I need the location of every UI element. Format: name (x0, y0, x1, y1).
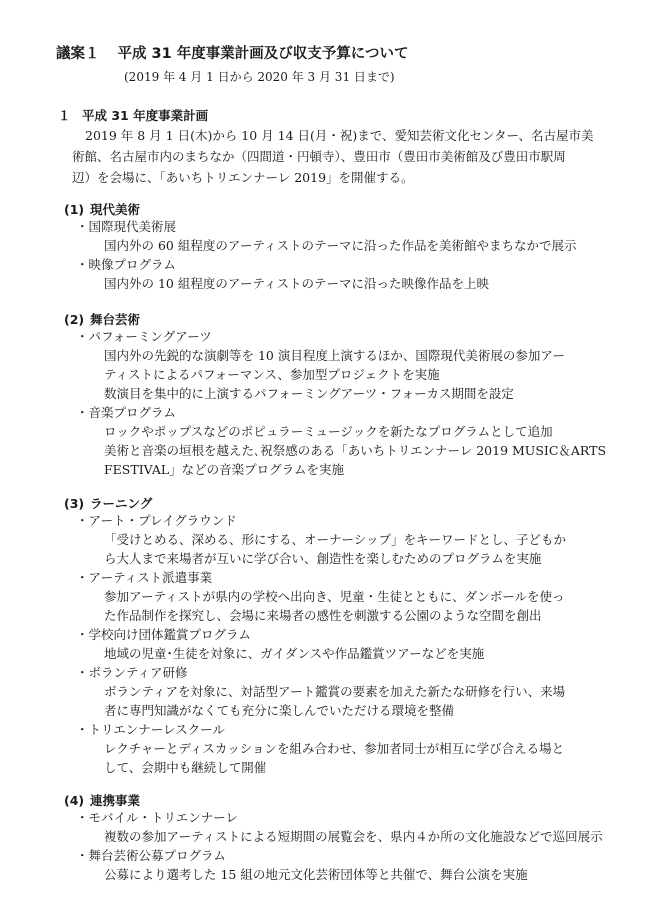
list-item (76, 255, 606, 293)
description-line: 「受けとめる、深める、形にする、オーナーシップ」をキーワードとし、子どもか (104, 532, 567, 547)
description-line: 美術と音楽の垣根を越えた､祝祭感のある「あいちトリエンナーレ 2019 MUSIC＆ARTS (104, 443, 607, 458)
list-item (76, 625, 606, 663)
description-line: 国内外の 10 組程度のアーティストのテーマに沿った映像作品を上映 (104, 276, 489, 291)
fiscal-period: (2019 年 4 月 1 日から 2020 年 3 月 31 日まで) (124, 70, 395, 84)
section-number: １ (58, 108, 71, 123)
item-description (76, 739, 606, 777)
item-description (76, 587, 606, 625)
item-title: ・映像プログラム (76, 257, 176, 272)
description-line: ティストによるパフォーマンス、参加型プロジェクトを実施 (104, 367, 440, 382)
item-title: ・アート・プレイグラウンド (76, 513, 237, 528)
item-title: ・ボランティア研修 (76, 665, 188, 680)
item-description (76, 530, 606, 568)
item-description (76, 236, 606, 255)
item-title: ・学校向け団体鑑賞プログラム (76, 627, 251, 642)
agenda-title-text: 平成 31 年度事業計画及び収支予算について (117, 46, 409, 62)
description-line: 国内外の 60 組程度のアーティストのテーマに沿った作品を美術館やまちなかで展示 (104, 238, 577, 253)
subsection-title: 現代美術 (90, 202, 141, 217)
item-description (76, 346, 606, 403)
list-item (76, 568, 606, 625)
list-item (76, 846, 606, 884)
description-line: 数演目を集中的に上演するパフォーミングアーツ・フォーカス期間を設定 (104, 386, 514, 401)
subsection-heading-contemporary-art (64, 200, 140, 218)
subsection-heading-partnership (64, 791, 140, 809)
list-item (76, 327, 606, 403)
list-item (76, 720, 606, 777)
item-description (76, 827, 606, 846)
description-line: た作品制作を探究し、会場に来場者の感性を刺激する公園のような空間を創出 (104, 608, 542, 623)
list-item (76, 511, 606, 568)
list-item (76, 663, 606, 720)
item-title: ・アーティスト派遣事業 (76, 570, 213, 585)
list-item (76, 403, 606, 479)
item-title: ・トリエンナーレスクール (76, 722, 225, 737)
subsection-number: (1) (64, 202, 85, 217)
description-line: ボランティアを対象に、対話型アート鑑賞の要素を加えた新たな研修を行い、来場 (104, 684, 566, 699)
description-line: レクチャーとディスカッションを組み合わせ、参加者同士が相互に学び合える場と (104, 741, 565, 756)
item-description (76, 865, 606, 884)
subsection-number: (4) (64, 793, 85, 808)
item-description (76, 644, 606, 663)
subsection-items (76, 327, 606, 479)
item-title: ・音楽プログラム (76, 405, 176, 420)
item-title: ・モバイル・トリエンナーレ (76, 810, 239, 825)
intro-line: 2019 年 8 月 1 日(木)から 10 月 14 日(月・祝)まで、愛知芸術文化センター、名古屋市美 (85, 128, 594, 143)
subsection-number: (3) (64, 496, 85, 511)
intro-line: 辺）を会場に、「あいちトリエンナーレ 2019」を開催する。 (72, 170, 414, 185)
subsection-heading-learning (64, 494, 152, 512)
description-line: 参加アーティストが県内の学校へ出向き、児童・生徒とともに、ダンボールを使っ (104, 589, 565, 604)
description-line: ら大人まで来場者が互いに学び合い、創造性を楽しむためのプログラムを実施 (104, 551, 542, 566)
item-description (76, 274, 606, 293)
subsection-items (76, 511, 606, 777)
agenda-title (56, 42, 408, 63)
description-line: FESTIVAL」などの音楽プログラムを実施 (104, 462, 345, 477)
subsection-items (76, 217, 606, 293)
item-description (76, 682, 606, 720)
description-line: 国内外の先鋭的な演劇等を 10 演目程度上演するほか、国際現代美術展の参加アー (104, 348, 565, 363)
subsection-title: 連携事業 (90, 793, 141, 808)
description-line: 地域の児童･生徒を対象に、ガイダンスや作品鑑賞ツアーなどを実施 (104, 646, 485, 661)
list-item (76, 217, 606, 255)
section-heading (58, 106, 208, 124)
description-line: 公募により選考した 15 組の地元文化芸術団体等と共催で、舞台公演を実施 (104, 867, 528, 882)
agenda-number: 議案１ (56, 46, 100, 62)
item-description (76, 422, 606, 479)
item-title: ・パフォーミングアーツ (76, 329, 212, 344)
subsection-title: 舞台芸術 (90, 312, 141, 327)
list-item (76, 808, 606, 846)
description-line: 複数の参加アーティストによる短期間の展覧会を、県内４か所の文化施設などで巡回展示 (104, 829, 603, 844)
description-line: して、会期中も継続して開催 (104, 760, 267, 775)
section-intro (72, 125, 592, 188)
subsection-number: (2) (64, 312, 85, 327)
item-title: ・国際現代美術展 (76, 219, 177, 234)
subsection-items (76, 808, 606, 884)
intro-line: 術館、名古屋市内のまちなか（四間道・円頓寺）、豊田市（豊田市美術館及び豊田市駅周 (72, 149, 566, 164)
item-title: ・舞台芸術公募プログラム (76, 848, 226, 863)
description-line: 者に専門知識がなくても充分に楽しんでいただける環境を整備 (104, 703, 455, 718)
section-title: 平成 31 年度事業計画 (82, 108, 209, 123)
subsection-title: ラーニング (90, 496, 153, 511)
description-line: ロックやポップスなどのポピュラーミュージックを新たなプログラムとして追加 (104, 424, 553, 439)
subsection-heading-performing-arts (64, 310, 140, 328)
